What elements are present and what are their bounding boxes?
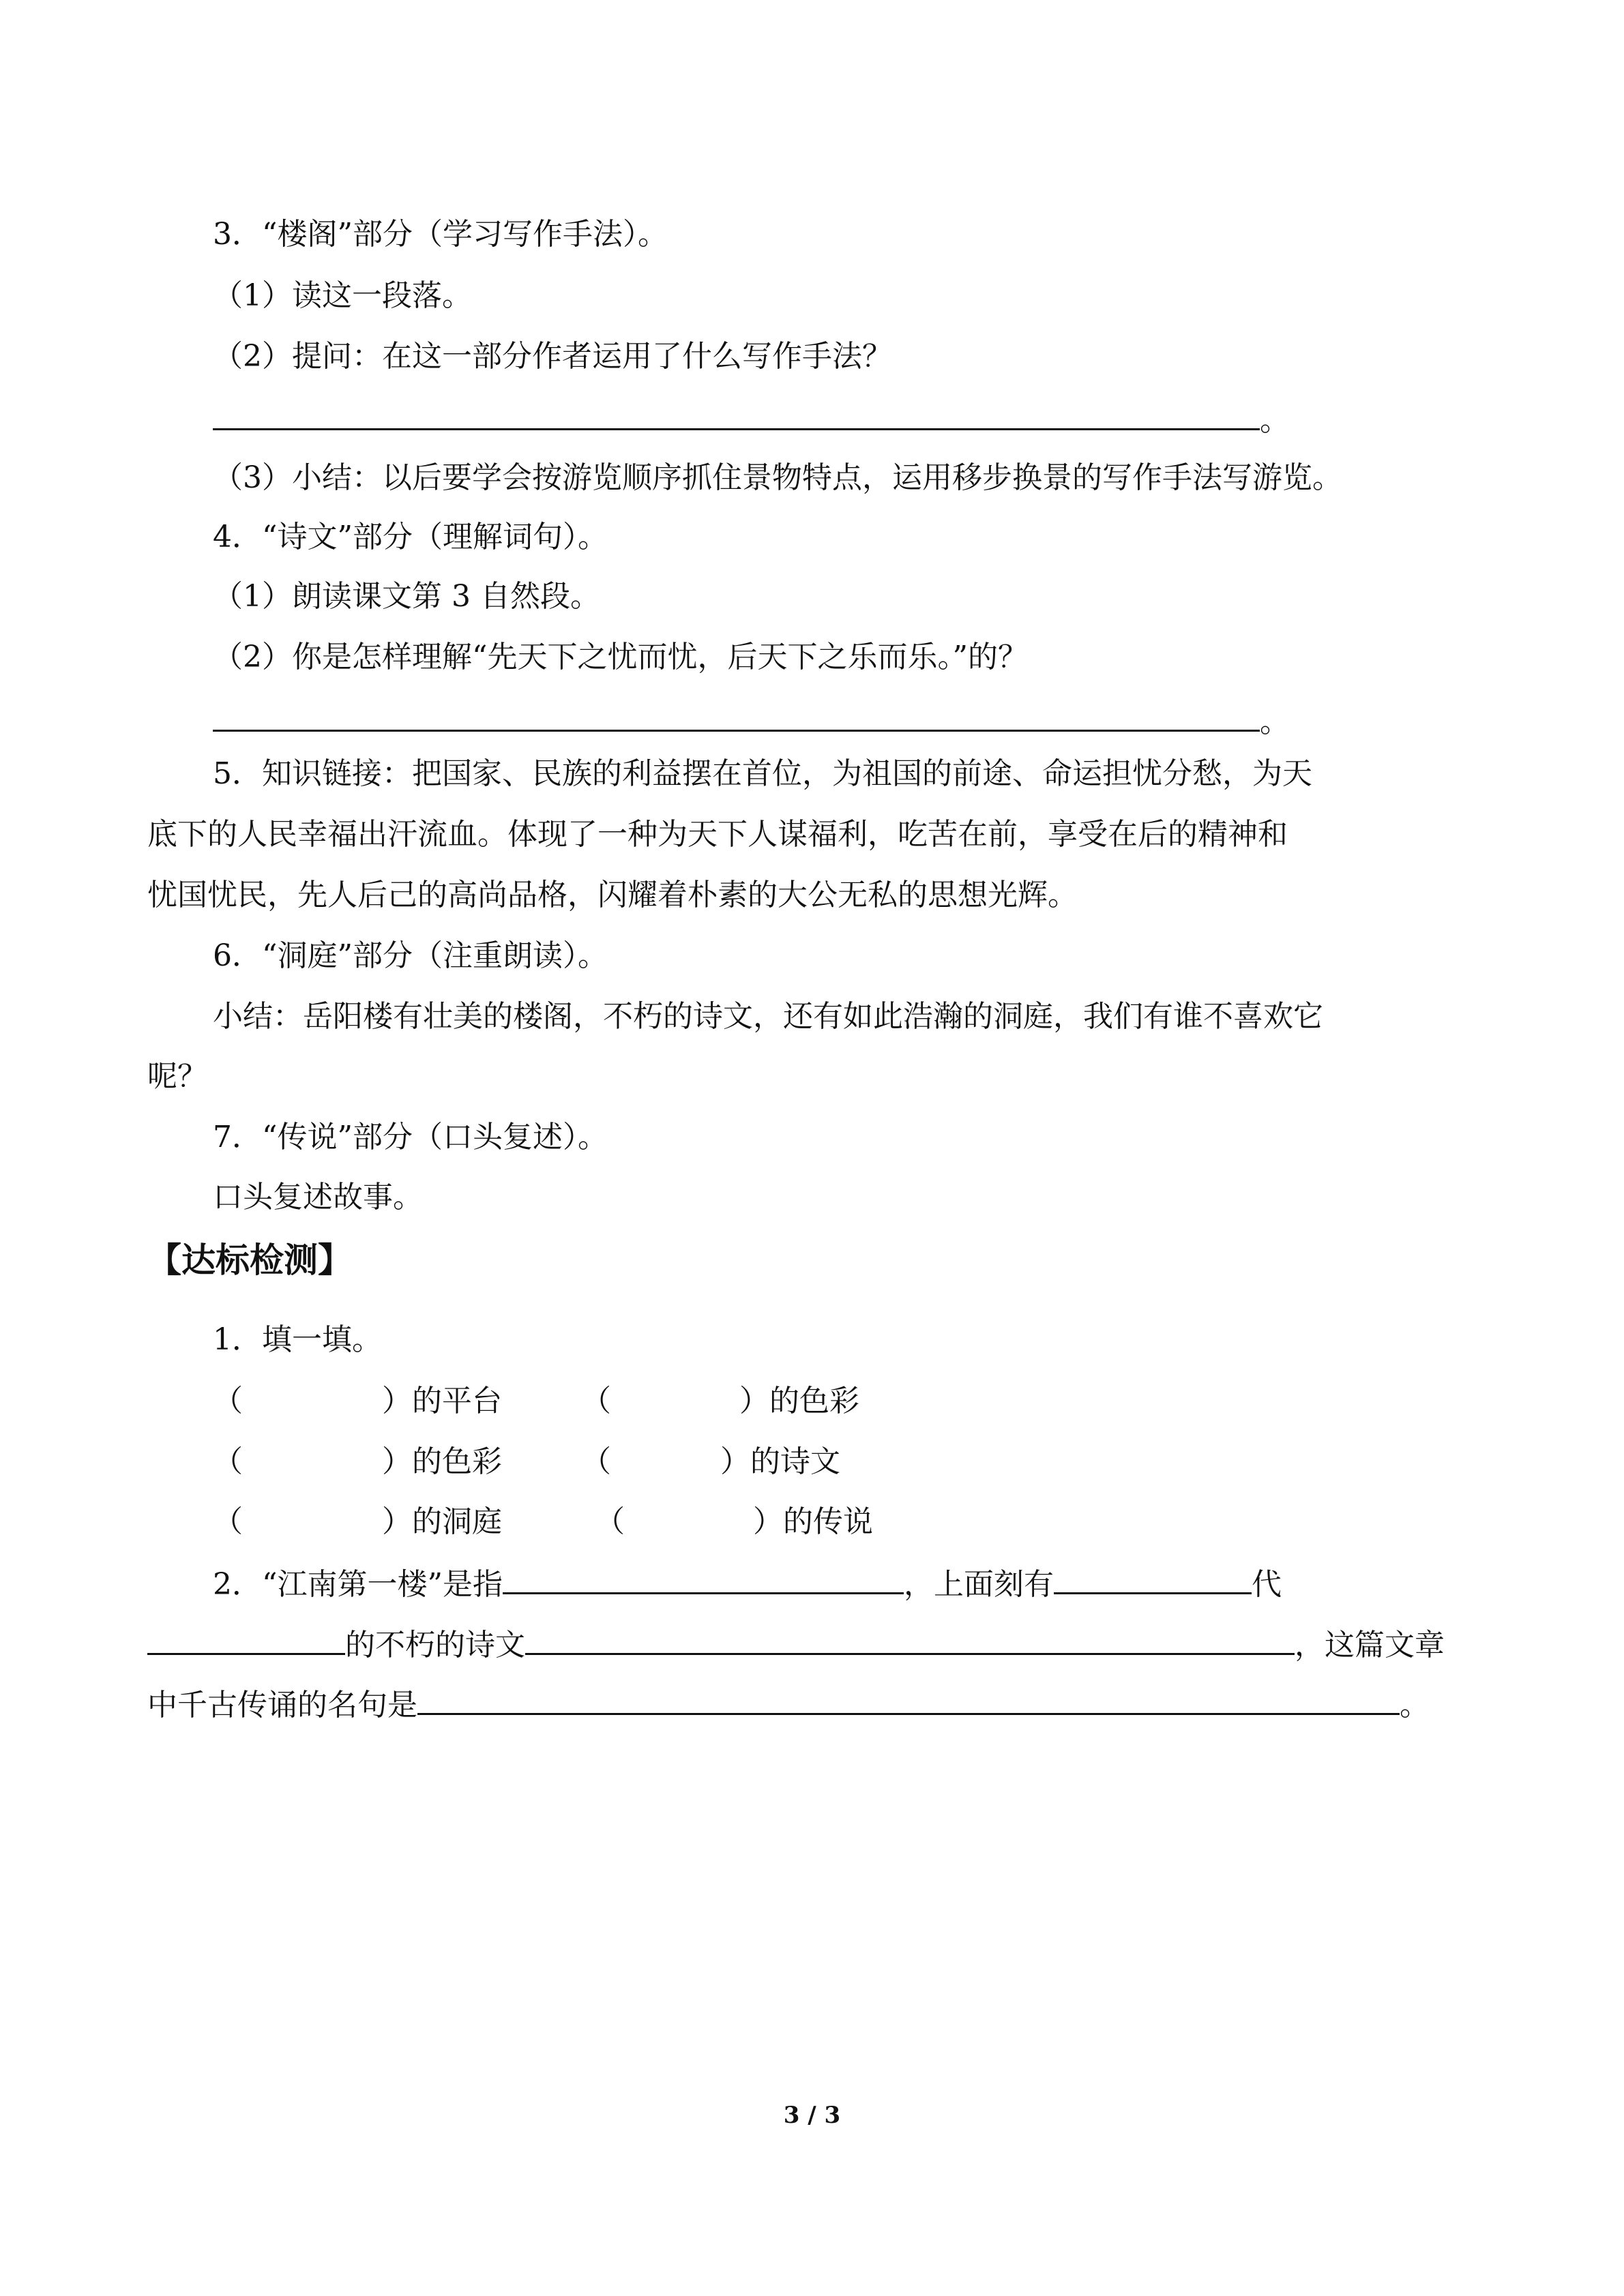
q2-blank[interactable] — [525, 1623, 1295, 1655]
section-3-item-1: （1）读这一段落。 — [213, 278, 472, 313]
q1-row-2b — [581, 1442, 840, 1482]
q2-blank[interactable] — [417, 1683, 1400, 1715]
q2-text: 的不朽的诗文 — [345, 1628, 525, 1663]
q1-row-2 — [213, 1442, 502, 1482]
paren-close: ） — [753, 1504, 783, 1539]
q2-text: ，上面刻有 — [903, 1567, 1054, 1602]
q2-text: ，这篇文章 — [1295, 1628, 1445, 1663]
paren-close: ） — [382, 1444, 412, 1479]
q1-row-3b — [595, 1502, 873, 1542]
paren-close: ） — [382, 1384, 412, 1418]
q2-text: 。 — [1400, 1688, 1430, 1723]
q1-row-1 — [213, 1381, 502, 1422]
q1-row-1b — [581, 1381, 859, 1422]
q2-text: 2．“江南第一楼”是指 — [213, 1567, 503, 1602]
section-6-line-1: 小结：岳阳楼有壮美的楼阁，不朽的诗文，还有如此浩瀚的洞庭，我们有谁不喜欢它 — [213, 999, 1323, 1034]
section-4-title: 4．“诗文”部分（理解词句）。 — [213, 520, 608, 554]
period: 。 — [1260, 403, 1290, 438]
paren-open: （ — [213, 1504, 243, 1539]
answer-blank[interactable] — [213, 700, 1260, 732]
section-3-title: 3．“楼阁”部分（学习写作手法）。 — [213, 217, 668, 252]
section-5-line-1: 5．知识链接：把国家、民族的利益摆在首位，为祖国的前途、命运担忧分愁，为天 — [213, 756, 1312, 791]
section-7-title: 7．“传说”部分（口头复述）。 — [213, 1120, 608, 1154]
q2-blank[interactable] — [503, 1562, 904, 1594]
section-7-line-1: 口头复述故事。 — [213, 1180, 423, 1214]
page-number: 3 / 3 — [783, 2102, 841, 2129]
q2-text: 代 — [1251, 1567, 1282, 1602]
q1-row-3 — [213, 1502, 502, 1542]
section-6-title: 6．“洞庭”部分（注重朗读）。 — [213, 938, 608, 973]
paren-close: ） — [739, 1384, 769, 1418]
paren-open: （ — [213, 1444, 243, 1479]
q2-blank[interactable] — [1054, 1562, 1252, 1594]
section-header: 【达标检测】 — [147, 1240, 352, 1280]
paren-open: （ — [595, 1504, 625, 1539]
paren-close: ） — [720, 1444, 750, 1479]
q1-item: 的诗文 — [750, 1444, 840, 1479]
q2-blank[interactable] — [147, 1623, 345, 1655]
q2-line-3 — [147, 1683, 1430, 1726]
answer-blank[interactable] — [213, 398, 1260, 430]
section-3-item-2: （2）提问：在这一部分作者运用了什么写作手法？ — [213, 339, 892, 374]
q1-item: 的色彩 — [412, 1444, 502, 1479]
q1-title: 1．填一填。 — [213, 1322, 382, 1357]
section-3-item-3: （3）小结：以后要学会按游览顺序抓住景物特点，运用移步换景的写作手法写游览。 — [213, 460, 1342, 495]
answer-line-1[interactable] — [213, 398, 1290, 441]
paren-open: （ — [581, 1444, 611, 1479]
q1-item: 的色彩 — [769, 1384, 859, 1418]
section-6-line-2: 呢？ — [147, 1059, 207, 1094]
paren-open: （ — [581, 1384, 611, 1418]
q1-item: 的平台 — [412, 1384, 502, 1418]
answer-line-2[interactable] — [213, 700, 1290, 743]
q2-line-1 — [213, 1562, 1282, 1605]
q2-text: 中千古传诵的名句是 — [147, 1688, 417, 1723]
q1-item: 的传说 — [783, 1504, 873, 1539]
q1-item: 的洞庭 — [412, 1504, 502, 1539]
section-5-line-2: 底下的人民幸福出汗流血。体现了一种为天下人谋福利，吃苦在前，享受在后的精神和 — [147, 817, 1288, 852]
paren-close: ） — [382, 1504, 412, 1539]
section-4-item-2: （2）你是怎样理解“先天下之忧而忧，后天下之乐而乐。”的？ — [213, 640, 1028, 674]
section-4-item-1: （1）朗读课文第 3 自然段。 — [213, 579, 600, 614]
q2-line-2 — [147, 1623, 1445, 1666]
paren-open: （ — [213, 1384, 243, 1418]
period: 。 — [1260, 704, 1290, 739]
section-5-line-3: 忧国忧民，先人后己的高尚品格，闪耀着朴素的大公无私的思想光辉。 — [147, 878, 1078, 912]
